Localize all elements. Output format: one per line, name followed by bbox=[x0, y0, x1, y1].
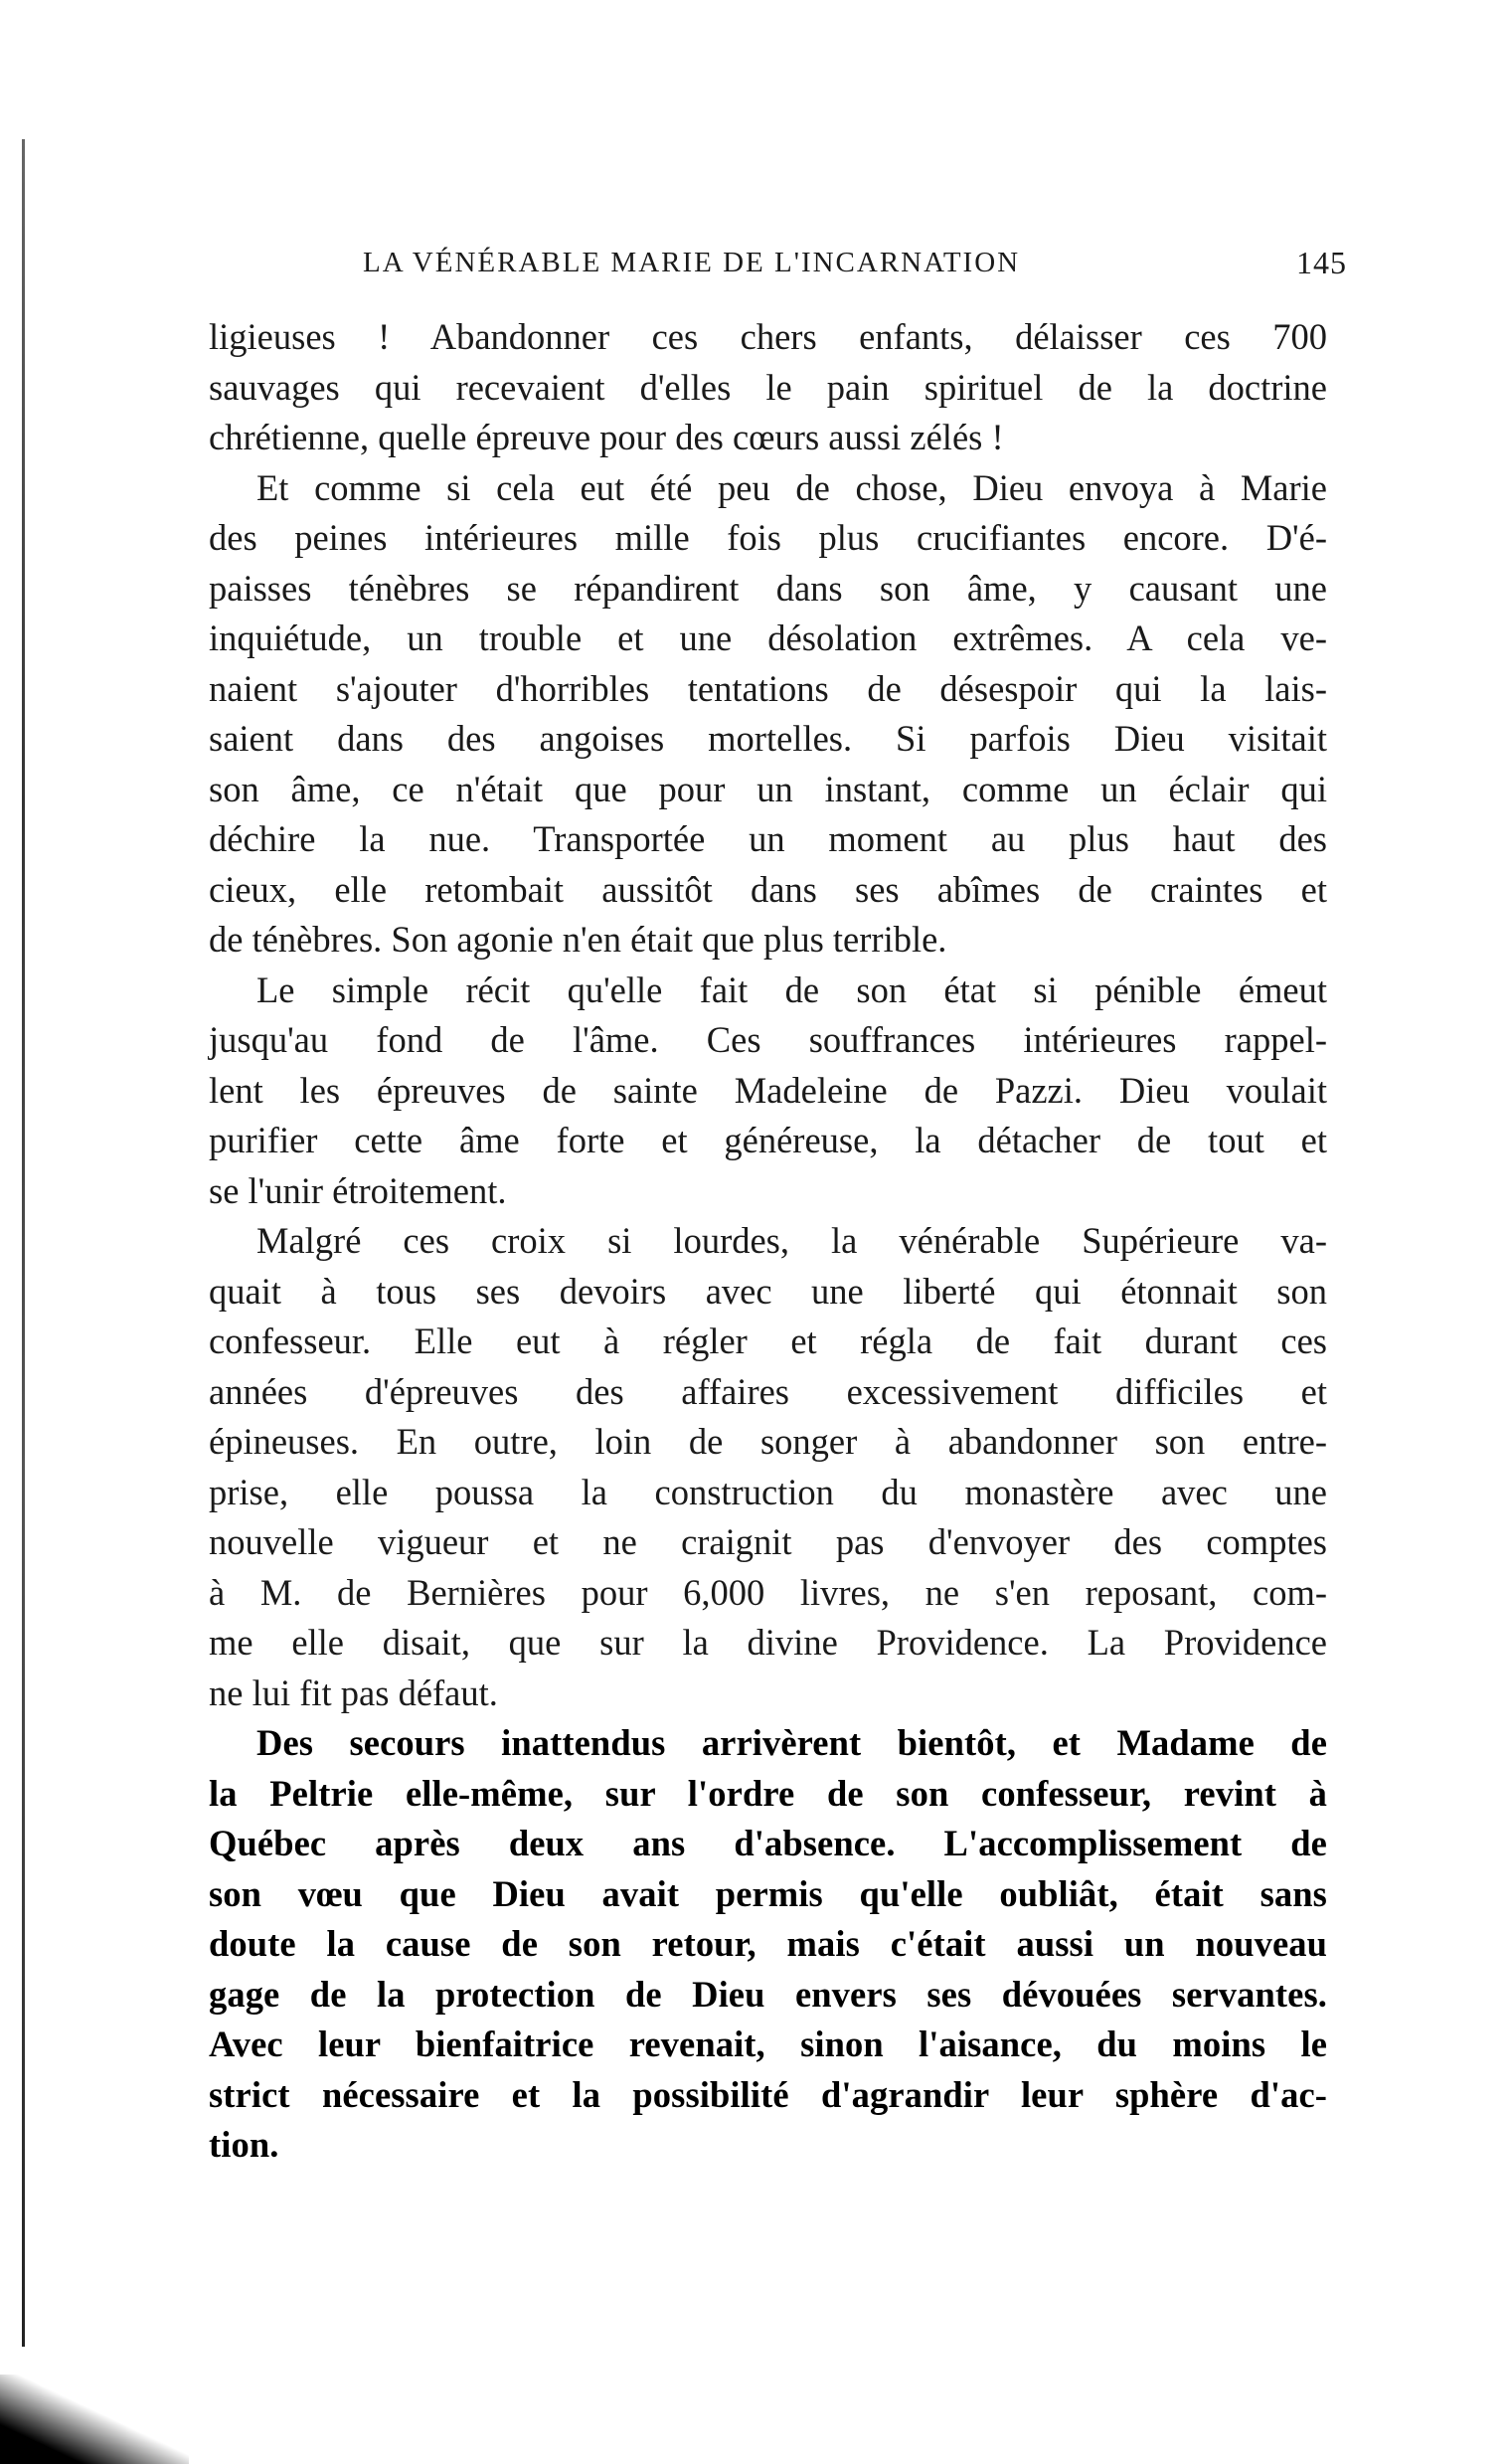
text-line: nouvelle vigueur et ne craignit pas d'envoyer des comptes bbox=[209, 1521, 1327, 1562]
text-line: jusqu'au fond de l'âme. Ces souffrances intérieures rappel- bbox=[209, 1019, 1327, 1060]
text-line: de ténèbres. Son agonie n'en était que plus terrible. bbox=[209, 919, 947, 960]
text-line: déchire la nue. Transportée un moment au plus haut des bbox=[209, 818, 1327, 859]
text-line: se l'unir étroitement. bbox=[209, 1169, 507, 1211]
text-line: chrétienne, quelle épreuve pour des cœurs aussi zélés ! bbox=[209, 417, 1004, 457]
text-line: saient dans des angoises mortelles. Si parfois Dieu visitait bbox=[209, 718, 1327, 759]
text-line: purifier cette âme forte et généreuse, la détacher de tout et bbox=[209, 1120, 1327, 1160]
scan-corner-shadow bbox=[0, 2375, 189, 2464]
text-line: prise, elle poussa la construction du monastère avec une bbox=[209, 1471, 1327, 1512]
text-line: doute la cause de son retour, mais c'était aussi un nouveau bbox=[209, 1923, 1327, 1964]
text-line: années d'épreuves des affaires excessivement difficiles et bbox=[209, 1370, 1327, 1412]
text-line: confesseur. Elle eut à régler et régla de fait durant ces bbox=[209, 1320, 1327, 1361]
page-header bbox=[363, 247, 1347, 290]
text-line: ligieuses ! Abandonner ces chers enfants, délaisser ces 700 bbox=[209, 316, 1327, 357]
text-line: me elle disait, que sur la divine Providence. La Providence bbox=[209, 1622, 1327, 1663]
text-line: à M. de Bernières pour 6,000 livres, ne s'en reposant, com- bbox=[209, 1571, 1327, 1613]
text-line: la Peltrie elle-même, sur l'ordre de son confesseur, revint à bbox=[209, 1772, 1327, 1814]
text-line: ne lui fit pas défaut. bbox=[209, 1672, 498, 1713]
final-paragraph bbox=[209, 1718, 1327, 2171]
running-title: LA VÉNÉRABLE MARIE DE L'INCARNATION bbox=[363, 247, 1021, 278]
page-number: 145 bbox=[1296, 245, 1347, 280]
text-line: gage de la protection de Dieu envers ses dévouées servantes. bbox=[209, 1973, 1327, 2015]
page-body bbox=[209, 312, 1327, 2171]
text-line: naient s'ajouter d'horribles tentations de désespoir qui la lais- bbox=[209, 667, 1327, 709]
text-line: Des secours inattendus arrivèrent bientôt, et Madame de bbox=[256, 1722, 1327, 1763]
text-line: quait à tous ses devoirs avec une liberté qui étonnait son bbox=[209, 1270, 1327, 1312]
text-line: sauvages qui recevaient d'elles le pain spirituel de la doctrine bbox=[209, 366, 1327, 408]
text-line: paisses ténèbres se répandirent dans son âme, y causant une bbox=[209, 567, 1327, 609]
text-line: cieux, elle retombait aussitôt dans ses abîmes de craintes et bbox=[209, 868, 1327, 910]
text-line: des peines intérieures mille fois plus crucifiantes encore. D'é- bbox=[209, 517, 1327, 558]
text-line: Malgré ces croix si lourdes, la vénérable Supérieure va- bbox=[256, 1220, 1327, 1261]
text-line: Le simple récit qu'elle fait de son état si pénible émeut bbox=[256, 968, 1327, 1010]
text-line: inquiétude, un trouble et une désolation extrêmes. A cela ve- bbox=[209, 617, 1327, 658]
text-line: tion. bbox=[209, 2124, 279, 2165]
text-line: strict nécessaire et la possibilité d'agrandir leur sphère d'ac- bbox=[209, 2073, 1327, 2115]
text-line: épineuses. En outre, loin de songer à abandonner son entre- bbox=[209, 1421, 1327, 1462]
text-line: Avec leur bienfaitrice revenait, sinon l'aisance, du moins le bbox=[209, 2024, 1327, 2064]
text-line: lent les épreuves de sainte Madeleine de Pazzi. Dieu voulait bbox=[209, 1069, 1327, 1111]
text-line: son vœu que Dieu avait permis qu'elle oubliât, était sans bbox=[209, 1872, 1327, 1914]
text-line: Et comme si cela eut été peu de chose, Dieu envoya à Marie bbox=[256, 466, 1327, 508]
text-line: son âme, ce n'était que pour un instant, comme un éclair qui bbox=[209, 768, 1327, 809]
text-line: Québec après deux ans d'absence. L'accomplissement de bbox=[209, 1823, 1327, 1863]
scan-margin-line bbox=[22, 139, 25, 2347]
